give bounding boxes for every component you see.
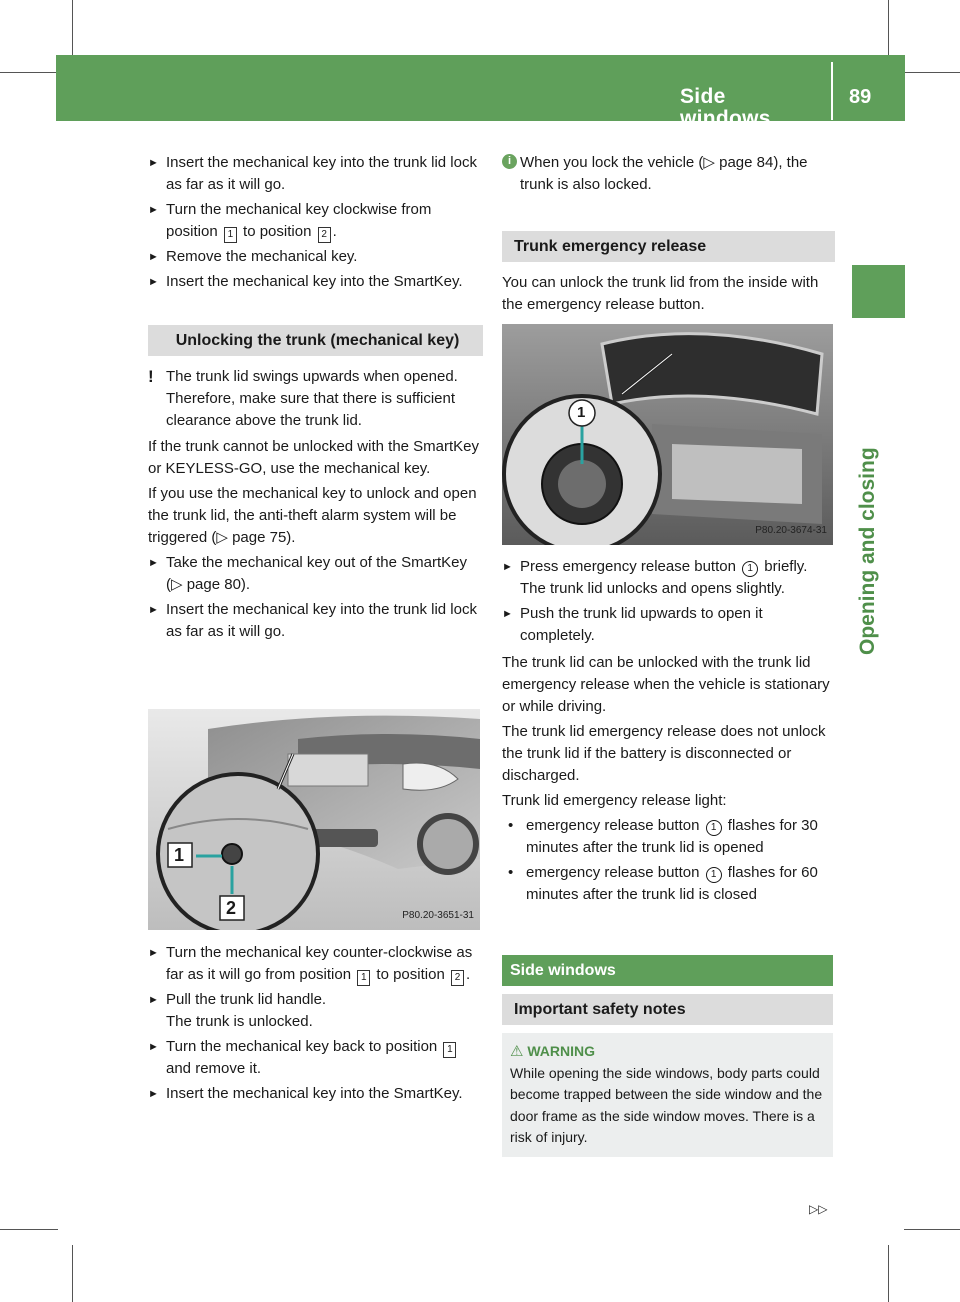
bullet-icon: • [508, 817, 514, 834]
left-column [148, 152, 483, 646]
trunk-interior-icon [502, 324, 833, 545]
instruction-step: ► Turn the mechanical key clockwise from position 1 to position 2 . [148, 199, 483, 243]
list-item: • emergency release button 1 flashes for 60 minutes after the trunk lid is closed [508, 864, 818, 903]
continue-mark: ▷▷ [809, 1202, 828, 1216]
warning-header [510, 1041, 825, 1063]
paragraph: If the trunk cannot be unlocked with the SmartKey or KEYLESS-GO, use the mechanical key. [148, 438, 480, 477]
instruction-step: ► Insert the mechanical key into the SmartKey. [148, 1083, 483, 1105]
bullet-icon: • [508, 864, 514, 881]
page-number: 89 [849, 86, 872, 108]
instruction-step: ► Pull the trunk lid handle. The trunk is unlocked. [148, 991, 327, 1030]
warning-title: WARNING [527, 1043, 596, 1059]
callout-number: 1 [742, 561, 758, 577]
step-arrow-icon: ► [148, 276, 159, 288]
section-subheading: Important safety notes [502, 994, 833, 1025]
chapter-label: Opening and closing [856, 447, 879, 655]
instruction-step: ► Insert the mechanical key into the trunk lid lock as far as it will go. [148, 601, 477, 640]
warning-text: While opening the side windows, body parts could become trapped between the side window and the door frame as the side window moves. There is a risk of injury. [510, 1064, 823, 1145]
crop-mark [72, 1245, 73, 1302]
emergency-release-illustration [502, 324, 833, 545]
crop-mark [888, 0, 889, 58]
notice-icon: ! [148, 367, 154, 386]
section-heading: Trunk emergency release [502, 231, 835, 262]
trunk-lock-illustration [148, 709, 480, 930]
step-arrow-icon: ► [148, 604, 159, 616]
list-item: • emergency release button 1 flashes for 30 minutes after the trunk lid is opened [508, 817, 818, 856]
step-arrow-icon: ► [148, 994, 159, 1006]
crop-mark [0, 72, 58, 73]
right-column-lower [502, 556, 838, 909]
info-note: i When you lock the vehicle (▷ page 84), the trunk is also locked. [502, 152, 835, 196]
right-column [502, 152, 835, 319]
paragraph: Trunk lid emergency release light: [502, 792, 727, 809]
notice: ! The trunk lid swings upwards when opened. Therefore, make sure that there is sufficient clearance above the trunk lid. [148, 367, 458, 429]
chapter-tab [852, 265, 905, 318]
instruction-step: ► Push the trunk lid upwards to open it completely. [502, 605, 763, 644]
callout-number: 1 [706, 867, 722, 883]
position-number: 2 [451, 970, 464, 986]
image-code: P80.20-3674-31 [755, 525, 827, 536]
crop-mark [0, 1229, 58, 1230]
page-title: Side windows [680, 85, 771, 130]
section-heading-green: Side windows [502, 955, 833, 986]
position-number: 1 [443, 1042, 456, 1058]
callout-label-2: 2 [226, 898, 237, 918]
callout-label-1: 1 [174, 845, 185, 865]
position-number: 2 [318, 227, 331, 243]
crop-mark [904, 1229, 960, 1230]
instruction-step: ► Remove the mechanical key. [148, 246, 483, 268]
paragraph: The trunk lid can be unlocked with the trunk lid emergency release when the vehicle is stationary or while driving. [502, 654, 830, 715]
paragraph: You can unlock the trunk lid from the inside with the emergency release button. [502, 274, 819, 313]
step-arrow-icon: ► [148, 251, 159, 263]
step-arrow-icon: ► [148, 204, 159, 216]
crop-mark [904, 72, 960, 73]
instruction-step: ► Turn the mechanical key counter-clockwise as far as it will go from position 1 to position 2 . [148, 942, 483, 986]
callout-label-1: 1 [577, 404, 586, 421]
position-number: 1 [357, 970, 370, 986]
position-number: 1 [224, 227, 237, 243]
section-heading: Unlocking the trunk (mechanical key) [148, 325, 483, 356]
header-divider [831, 62, 833, 120]
crop-mark [72, 0, 73, 58]
instruction-step: ► Turn the mechanical key back to position 1 and remove it. [148, 1036, 483, 1080]
step-arrow-icon: ► [148, 557, 159, 569]
left-column-lower [148, 942, 483, 1108]
callout-number: 1 [706, 820, 722, 836]
paragraph: If you use the mechanical key to unlock and open the trunk lid, the anti-theft alarm system will be triggered (▷ page 75). [148, 485, 477, 546]
step-arrow-icon: ► [148, 947, 159, 959]
warning-box [502, 1033, 833, 1157]
step-arrow-icon: ► [502, 608, 513, 620]
car-rear-icon [148, 709, 480, 930]
step-arrow-icon: ► [502, 561, 513, 573]
crop-mark [888, 1245, 889, 1302]
instruction-step: ► Insert the mechanical key into the trunk lid lock as far as it will go. [148, 154, 477, 193]
step-arrow-icon: ► [148, 1041, 159, 1053]
warning-triangle-icon: ⚠ [510, 1043, 524, 1060]
instruction-step: ► Press emergency release button 1 briefly. The trunk lid unlocks and opens slightly. [502, 558, 808, 597]
instruction-step: ► Insert the mechanical key into the SmartKey. [148, 271, 483, 293]
paragraph: The trunk lid emergency release does not unlock the trunk lid if the battery is disconnected or discharged. [502, 723, 826, 784]
step-arrow-icon: ► [148, 157, 159, 169]
info-icon: i [502, 154, 517, 169]
instruction-step: ► Take the mechanical key out of the SmartKey (▷ page 80). [148, 554, 467, 593]
step-arrow-icon: ► [148, 1088, 159, 1100]
image-code: P80.20-3651-31 [402, 910, 474, 921]
side-windows-section [502, 955, 833, 1157]
